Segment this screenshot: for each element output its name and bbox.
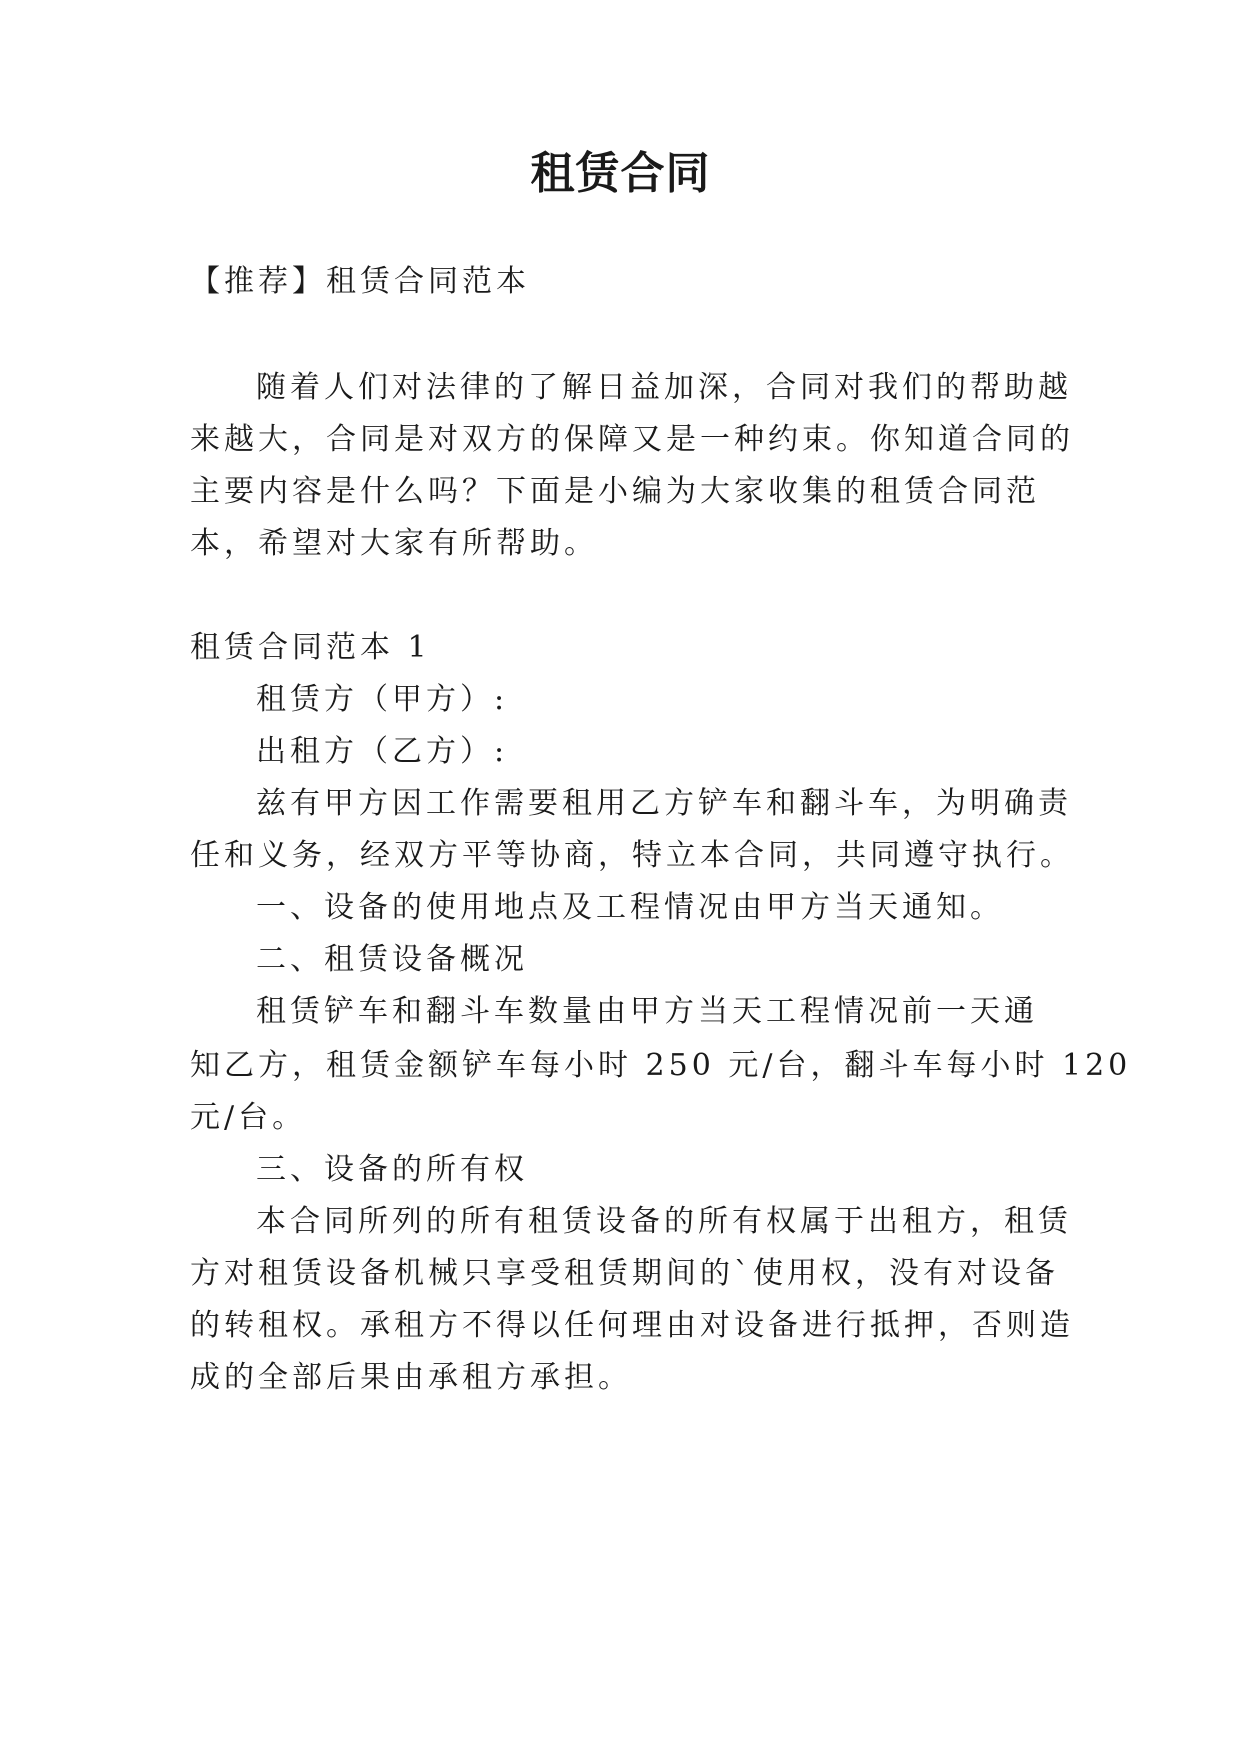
clause-2-line-2: 知乙方，租赁金额铲车每小时 250 元/台，翻斗车每小时 120 <box>190 1048 1132 1083</box>
intro-line-1: 随着人们对法律的了解日益加深，合同对我们的帮助越 <box>256 370 1072 405</box>
clause-3-line-2: 方对租赁设备机械只享受租赁期间的`使用权，没有对设备 <box>190 1256 1059 1291</box>
intro-line-3: 主要内容是什么吗？下面是小编为大家收集的租赁合同范 <box>190 474 1040 509</box>
clause-1: 一、设备的使用地点及工程情况由甲方当天通知。 <box>256 890 1004 925</box>
recommend-line: 【推荐】租赁合同范本 <box>190 264 530 299</box>
preamble-line-1: 兹有甲方因工作需要租用乙方铲车和翻斗车，为明确责 <box>256 786 1072 821</box>
preamble-line-2: 任和义务，经双方平等协商，特立本合同，共同遵守执行。 <box>190 838 1074 873</box>
clause-2-line-3: 元/台。 <box>190 1100 307 1135</box>
intro-line-2: 来越大，合同是对双方的保障又是一种约束。你知道合同的 <box>190 422 1074 457</box>
clause-2-line-1: 租赁铲车和翻斗车数量由甲方当天工程情况前一天通 <box>256 994 1038 1029</box>
document-title: 租赁合同 <box>530 148 711 199</box>
party-a-line: 租赁方（甲方）: <box>256 682 509 717</box>
clause-3-line-3: 的转租权。承租方不得以任何理由对设备进行抵押，否则造 <box>190 1308 1074 1343</box>
clause-3-line-4: 成的全部后果由承租方承担。 <box>190 1360 632 1395</box>
clause-3-line-1: 本合同所列的所有租赁设备的所有权属于出租方，租赁 <box>256 1204 1072 1239</box>
sample-heading: 租赁合同范本 1 <box>190 630 431 665</box>
clause-2-heading: 二、租赁设备概况 <box>256 942 528 977</box>
intro-line-4: 本，希望对大家有所帮助。 <box>190 526 598 561</box>
party-b-line: 出租方（乙方）: <box>256 734 509 769</box>
clause-3-heading: 三、设备的所有权 <box>256 1152 528 1187</box>
